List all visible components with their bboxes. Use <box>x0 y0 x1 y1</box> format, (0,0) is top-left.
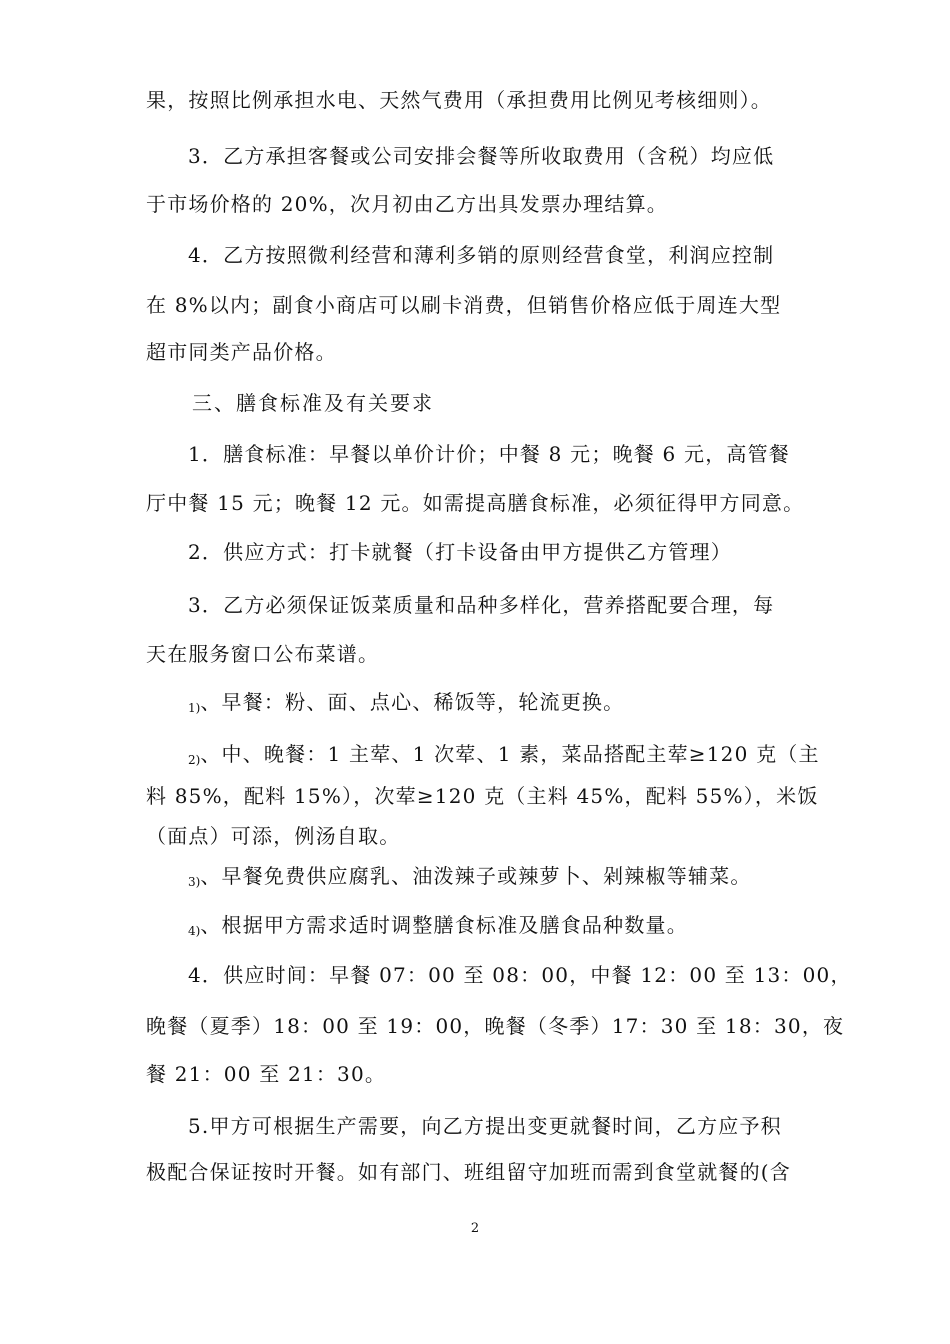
body-line: 4．供应时间：早餐 07：00 至 08：00，中餐 12：00 至 13：00， <box>188 963 852 987</box>
body-line: 4．乙方按照微利经营和薄利多销的原则经营食堂，利润应控制 <box>188 243 775 267</box>
list-item <box>188 690 848 717</box>
list-item-text: 、根据甲方需求适时调整膳食标准及膳食品种数量。 <box>200 913 688 937</box>
body-line: 3．乙方必须保证饭菜质量和品种多样化，营养搭配要合理，每 <box>188 593 775 617</box>
list-item-text: 、早餐：粉、面、点心、稀饭等，轮流更换。 <box>200 690 625 714</box>
section-heading: 三、膳食标准及有关要求 <box>192 391 434 415</box>
body-line: 晚餐（夏季）18：00 至 19：00，晚餐（冬季）17：30 至 18：30，夜 <box>146 1014 845 1038</box>
body-line: 于市场价格的 20%，次月初由乙方出具发票办理结算。 <box>146 192 669 216</box>
body-line: 厅中餐 15 元；晚餐 12 元。如需提高膳食标准，必须征得甲方同意。 <box>146 491 805 515</box>
body-line: 极配合保证按时开餐。如有部门、班组留守加班而需到食堂就餐的(含 <box>146 1160 792 1184</box>
body-line: 3．乙方承担客餐或公司安排会餐等所收取费用（含税）均应低 <box>188 144 775 168</box>
list-item <box>188 913 848 940</box>
body-line: 2．供应方式：打卡就餐（打卡设备由甲方提供乙方管理） <box>188 540 732 564</box>
body-line: 超市同类产品价格。 <box>146 340 337 364</box>
body-line: 餐 21：00 至 21：30。 <box>146 1062 387 1086</box>
list-item-text: 、中、晚餐：1 主荤、1 次荤、1 素，菜品搭配主荤≥120 克（主 <box>200 742 820 766</box>
body-line: 5.甲方可根据生产需要，向乙方提出变更就餐时间，乙方应予积 <box>188 1114 782 1138</box>
body-line: 1．膳食标准：早餐以单价计价；中餐 8 元；晚餐 6 元，高管餐 <box>188 442 791 466</box>
body-line: 在 8%以内；副食小商店可以刷卡消费，但销售价格应低于周连大型 <box>146 293 782 317</box>
list-item-text: 、早餐免费供应腐乳、油泼辣子或辣萝卜、剁辣椒等辅菜。 <box>200 864 752 888</box>
list-item <box>188 864 848 891</box>
list-marker: 4) <box>188 924 201 938</box>
list-marker: 3) <box>188 875 201 889</box>
body-line: （面点）可添，例汤自取。 <box>146 824 401 848</box>
list-marker: 2) <box>188 753 201 767</box>
page-number: 2 <box>470 1221 480 1236</box>
body-line: 果，按照比例承担水电、天然气费用（承担费用比例见考核细则）。 <box>146 88 772 112</box>
body-line: 料 85%，配料 15%），次荤≥120 克（主料 45%，配料 55%），米饭 <box>146 784 819 808</box>
list-marker: 1) <box>188 701 201 715</box>
list-item <box>188 742 848 769</box>
body-line: 天在服务窗口公布菜谱。 <box>146 642 380 666</box>
